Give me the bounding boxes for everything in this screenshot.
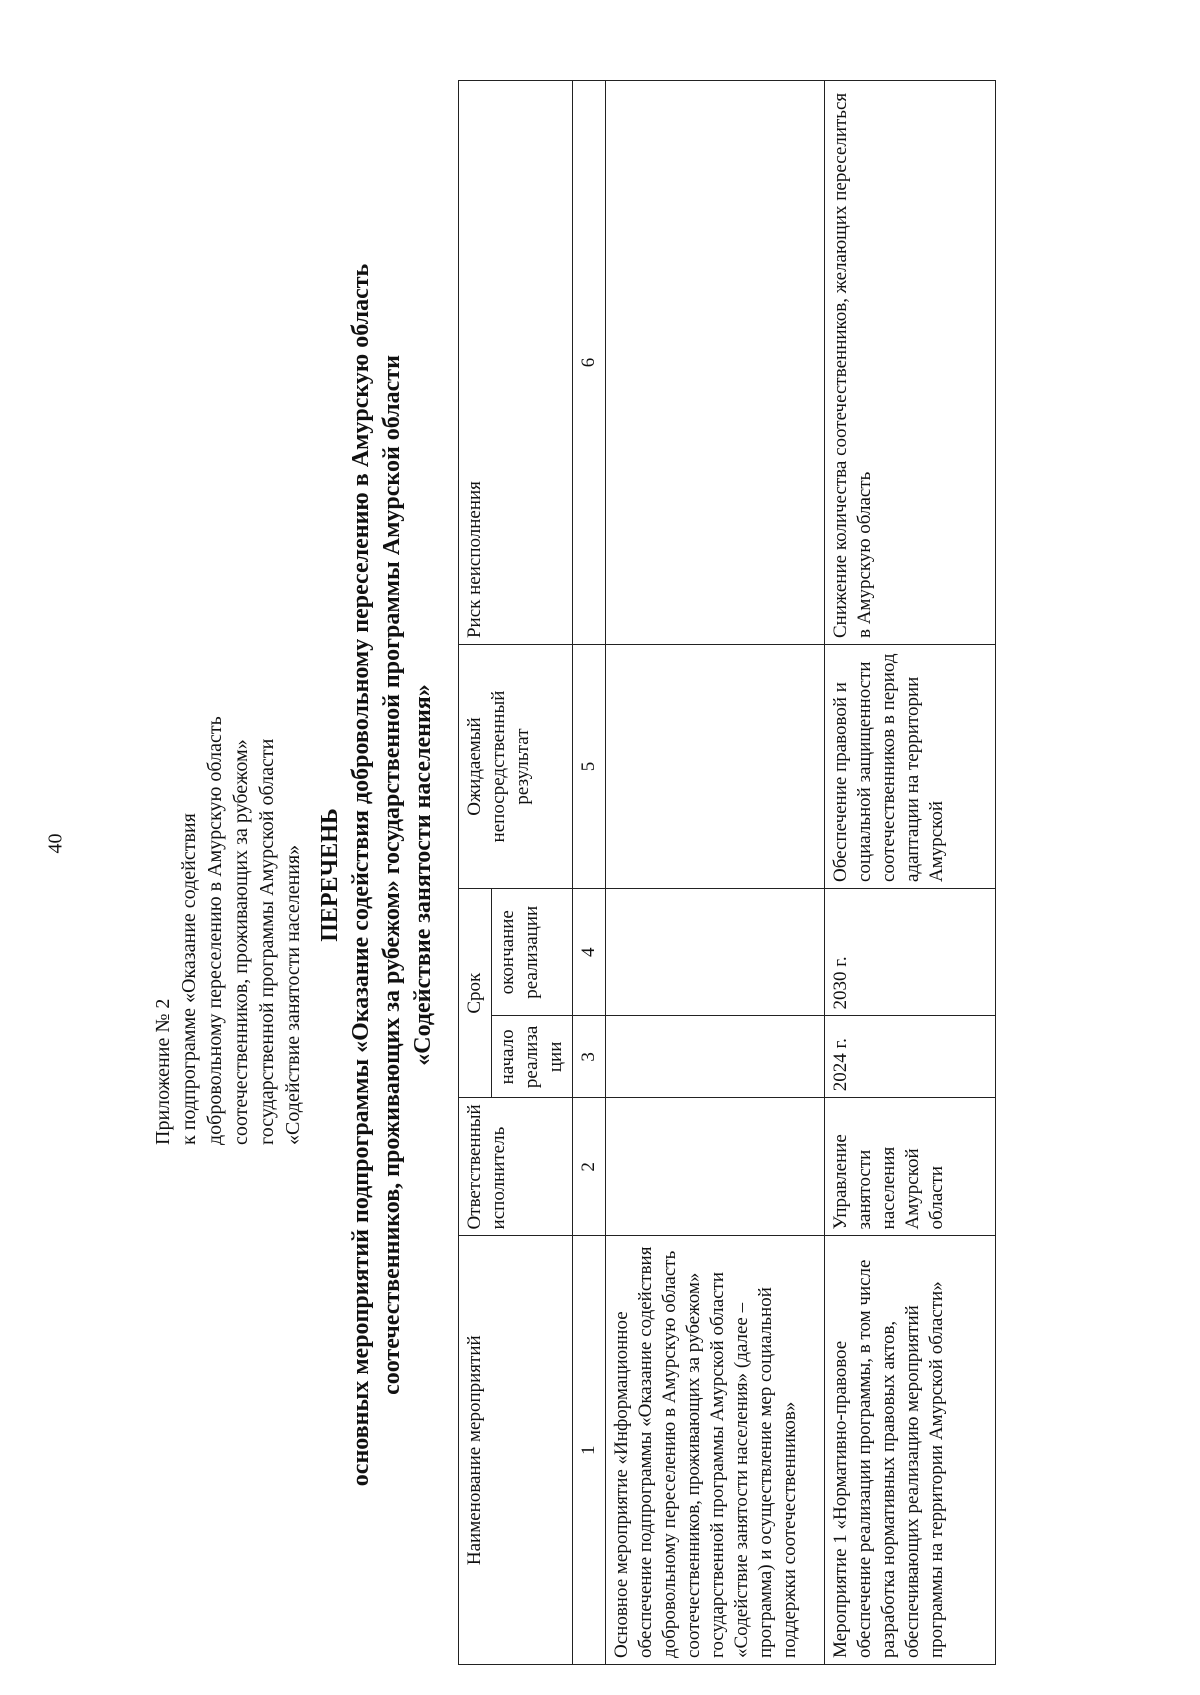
title-line: «Содействие занятости населения»: [410, 684, 436, 1066]
appendix-line: государственной программы Амурской области: [256, 738, 278, 1145]
cell-result: [606, 645, 825, 889]
appendix-note: [150, 365, 306, 1145]
appendix-line: к подпрограмме «Оказание содействия: [178, 813, 200, 1145]
page-number: 40: [44, 833, 67, 854]
header-start: начало реализа ции: [492, 1016, 573, 1098]
header-end: окончание реализации: [492, 889, 573, 1016]
cell-executor: Управление занятости населения Амурской области: [825, 1098, 996, 1236]
activities-table: [458, 80, 996, 1665]
column-number: 5: [573, 645, 606, 889]
title-heading: ПЕРЕЧЕНЬ: [317, 808, 343, 942]
column-number: 6: [573, 81, 606, 645]
cell-risk: Снижение количества соотечественников, желающих переселиться в Амурскую область: [825, 81, 996, 645]
cell-start: [606, 1016, 825, 1098]
header-row: [459, 81, 492, 1665]
table-row: [825, 81, 996, 1665]
cell-executor: [606, 1098, 825, 1236]
cell-end: 2030 г.: [825, 889, 996, 1016]
header-executor: Ответственный исполнитель: [459, 1098, 573, 1236]
title-line: соотечественников, проживающих за рубежом» государственной программы Амурской области: [379, 355, 405, 1395]
rotated-page-content: [100, 65, 1180, 1675]
column-number: 1: [573, 1236, 606, 1665]
appendix-line: «Содействие занятости населения»: [282, 844, 304, 1145]
appendix-line: соотечественников, проживающих за рубежом»: [230, 739, 252, 1145]
column-number-row: [573, 81, 606, 1665]
table-row: [606, 81, 825, 1665]
cell-end: [606, 889, 825, 1016]
column-number: 4: [573, 889, 606, 1016]
cell-risk: [606, 81, 825, 645]
header-term: Срок: [459, 889, 492, 1098]
cell-name: Мероприятие 1 «Нормативно-правовое обеспечение реализации программы, в том числе разработка нормативных правовых актов, обеспечивающих реализацию мероприятий программы на территории Амурской области»: [825, 1236, 996, 1665]
cell-result: Обеспечение правовой и социальной защищенности соотечественников в период адаптации на территории Амурской: [825, 645, 996, 889]
appendix-line: добровольному переселению в Амурскую область: [204, 716, 226, 1145]
header-name: Наименование мероприятий: [459, 1236, 573, 1665]
column-number: 3: [573, 1016, 606, 1098]
column-number: 2: [573, 1098, 606, 1236]
cell-name: Основное мероприятие «Информационное обеспечение подпрограммы «Оказание содействия добровольному переселению в Амурскую область соотечественников, проживающих за рубежом» государственной программы Амурской области «Содействие занятости населения» (далее – программа) и осуществление мер социальной поддержки соотечественников»: [606, 1236, 825, 1665]
appendix-line: Приложение № 2: [152, 998, 174, 1145]
cell-start: 2024 г.: [825, 1016, 996, 1098]
header-result: Ожидаемый непосредственный результат: [459, 645, 573, 889]
title-line: основных мероприятий подпрограммы «Оказание содействия добровольному переселению в Амурскую область: [348, 263, 374, 1487]
header-risk: Риск неисполнения: [459, 81, 573, 645]
document-title: [315, 75, 439, 1675]
